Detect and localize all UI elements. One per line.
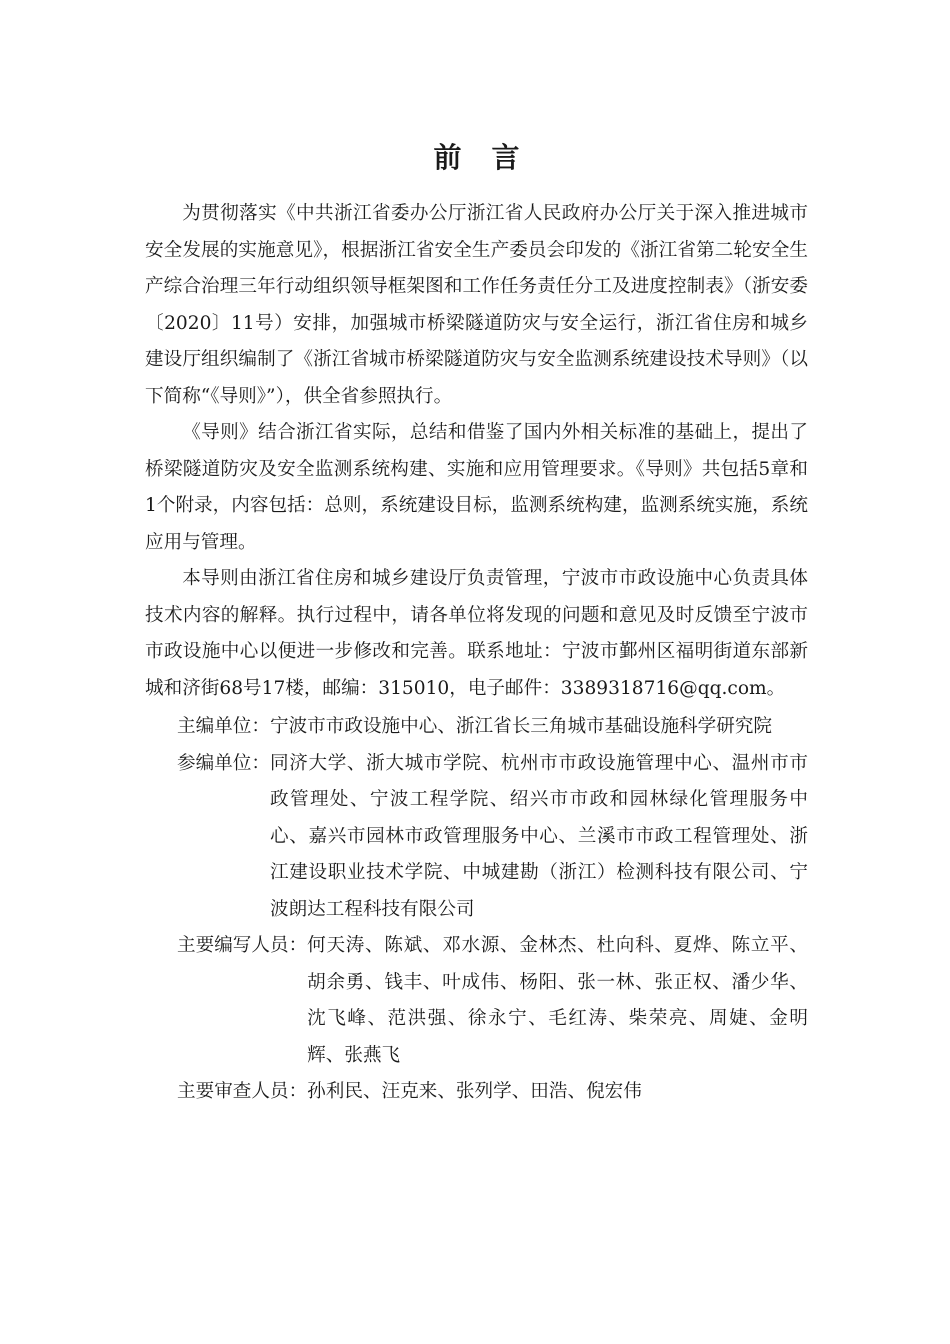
credit-value: 何天涛、陈斌、邓水源、金林杰、杜向科、夏烨、陈立平、胡余勇、钱丰、叶成伟、杨阳、张一林、张正权、潘少华、沈飞峰、范洪强、徐永宁、毛红涛、柴荣亮、周婕、金明辉、张燕飞 [307,935,808,1066]
credit-main-reviewers [145,1074,808,1111]
paragraph-1: 为贯彻落实《中共浙江省委办公厅浙江省人民政府办公厅关于深入推进城市安全发展的实施意见》，根据浙江省安全生产委员会印发的《浙江省第二轮安全生产综合治理三年行动组织领导框架图和工作任务责任分工及进度控制表》（浙安委〔2020〕11号）安排，加强城市桥梁隧道防灾与安全运行，浙江省住房和城乡建设厅组织编制了《浙江省城市桥梁隧道防灾与安全监测系统建设技术导则》（以下简称“《导则》”），供全省参照执行。 [145,203,808,407]
page-title: 前言 [433,141,550,174]
credit-value: 同济大学、浙大城市学院、杭州市市政设施管理中心、温州市市政管理处、宁波工程学院、绍兴市市政和园林绿化管理服务中心、嘉兴市园林市政管理服务中心、兰溪市市政工程管理处、浙江建设职业技术学院、中城建勘（浙江）检测科技有限公司、宁波朗达工程科技有限公司 [269,752,808,920]
credit-main-authors [145,928,808,1074]
credit-value: 宁波市市政设施中心、浙江省长三角城市基础设施科学研究院 [269,716,773,737]
credits-section [145,709,808,1111]
credit-value: 孙利民、汪克来、张列学、田浩、倪宏伟 [307,1081,642,1102]
credit-chief-editor-unit [145,709,808,746]
credit-label: 主编单位： [177,716,270,737]
credit-participating-units [145,746,808,929]
paragraph-2: 《导则》结合浙江省实际，总结和借鉴了国内外相关标准的基础上，提出了桥梁隧道防灾及安全监测系统构建、实施和应用管理要求。《导则》共包括5章和1个附录，内容包括：总则，系统建设目标，监测系统构建，监测系统实施，系统应用与管理。 [145,422,808,553]
credit-label: 主要编写人员： [177,935,308,956]
document-page [145,138,808,1111]
paragraph-3: 本导则由浙江省住房和城乡建设厅负责管理，宁波市市政设施中心负责具体技术内容的解释。执行过程中，请各单位将发现的问题和意见及时反馈至宁波市市政设施中心以便进一步修改和完善。联系地址：宁波市鄞州区福明街道东部新城和济街68号17楼，邮编：315010，电子邮件：3389318716@qq.com。 [145,568,808,699]
credit-label: 主要审查人员： [177,1081,308,1102]
credit-label: 参编单位： [177,752,270,774]
